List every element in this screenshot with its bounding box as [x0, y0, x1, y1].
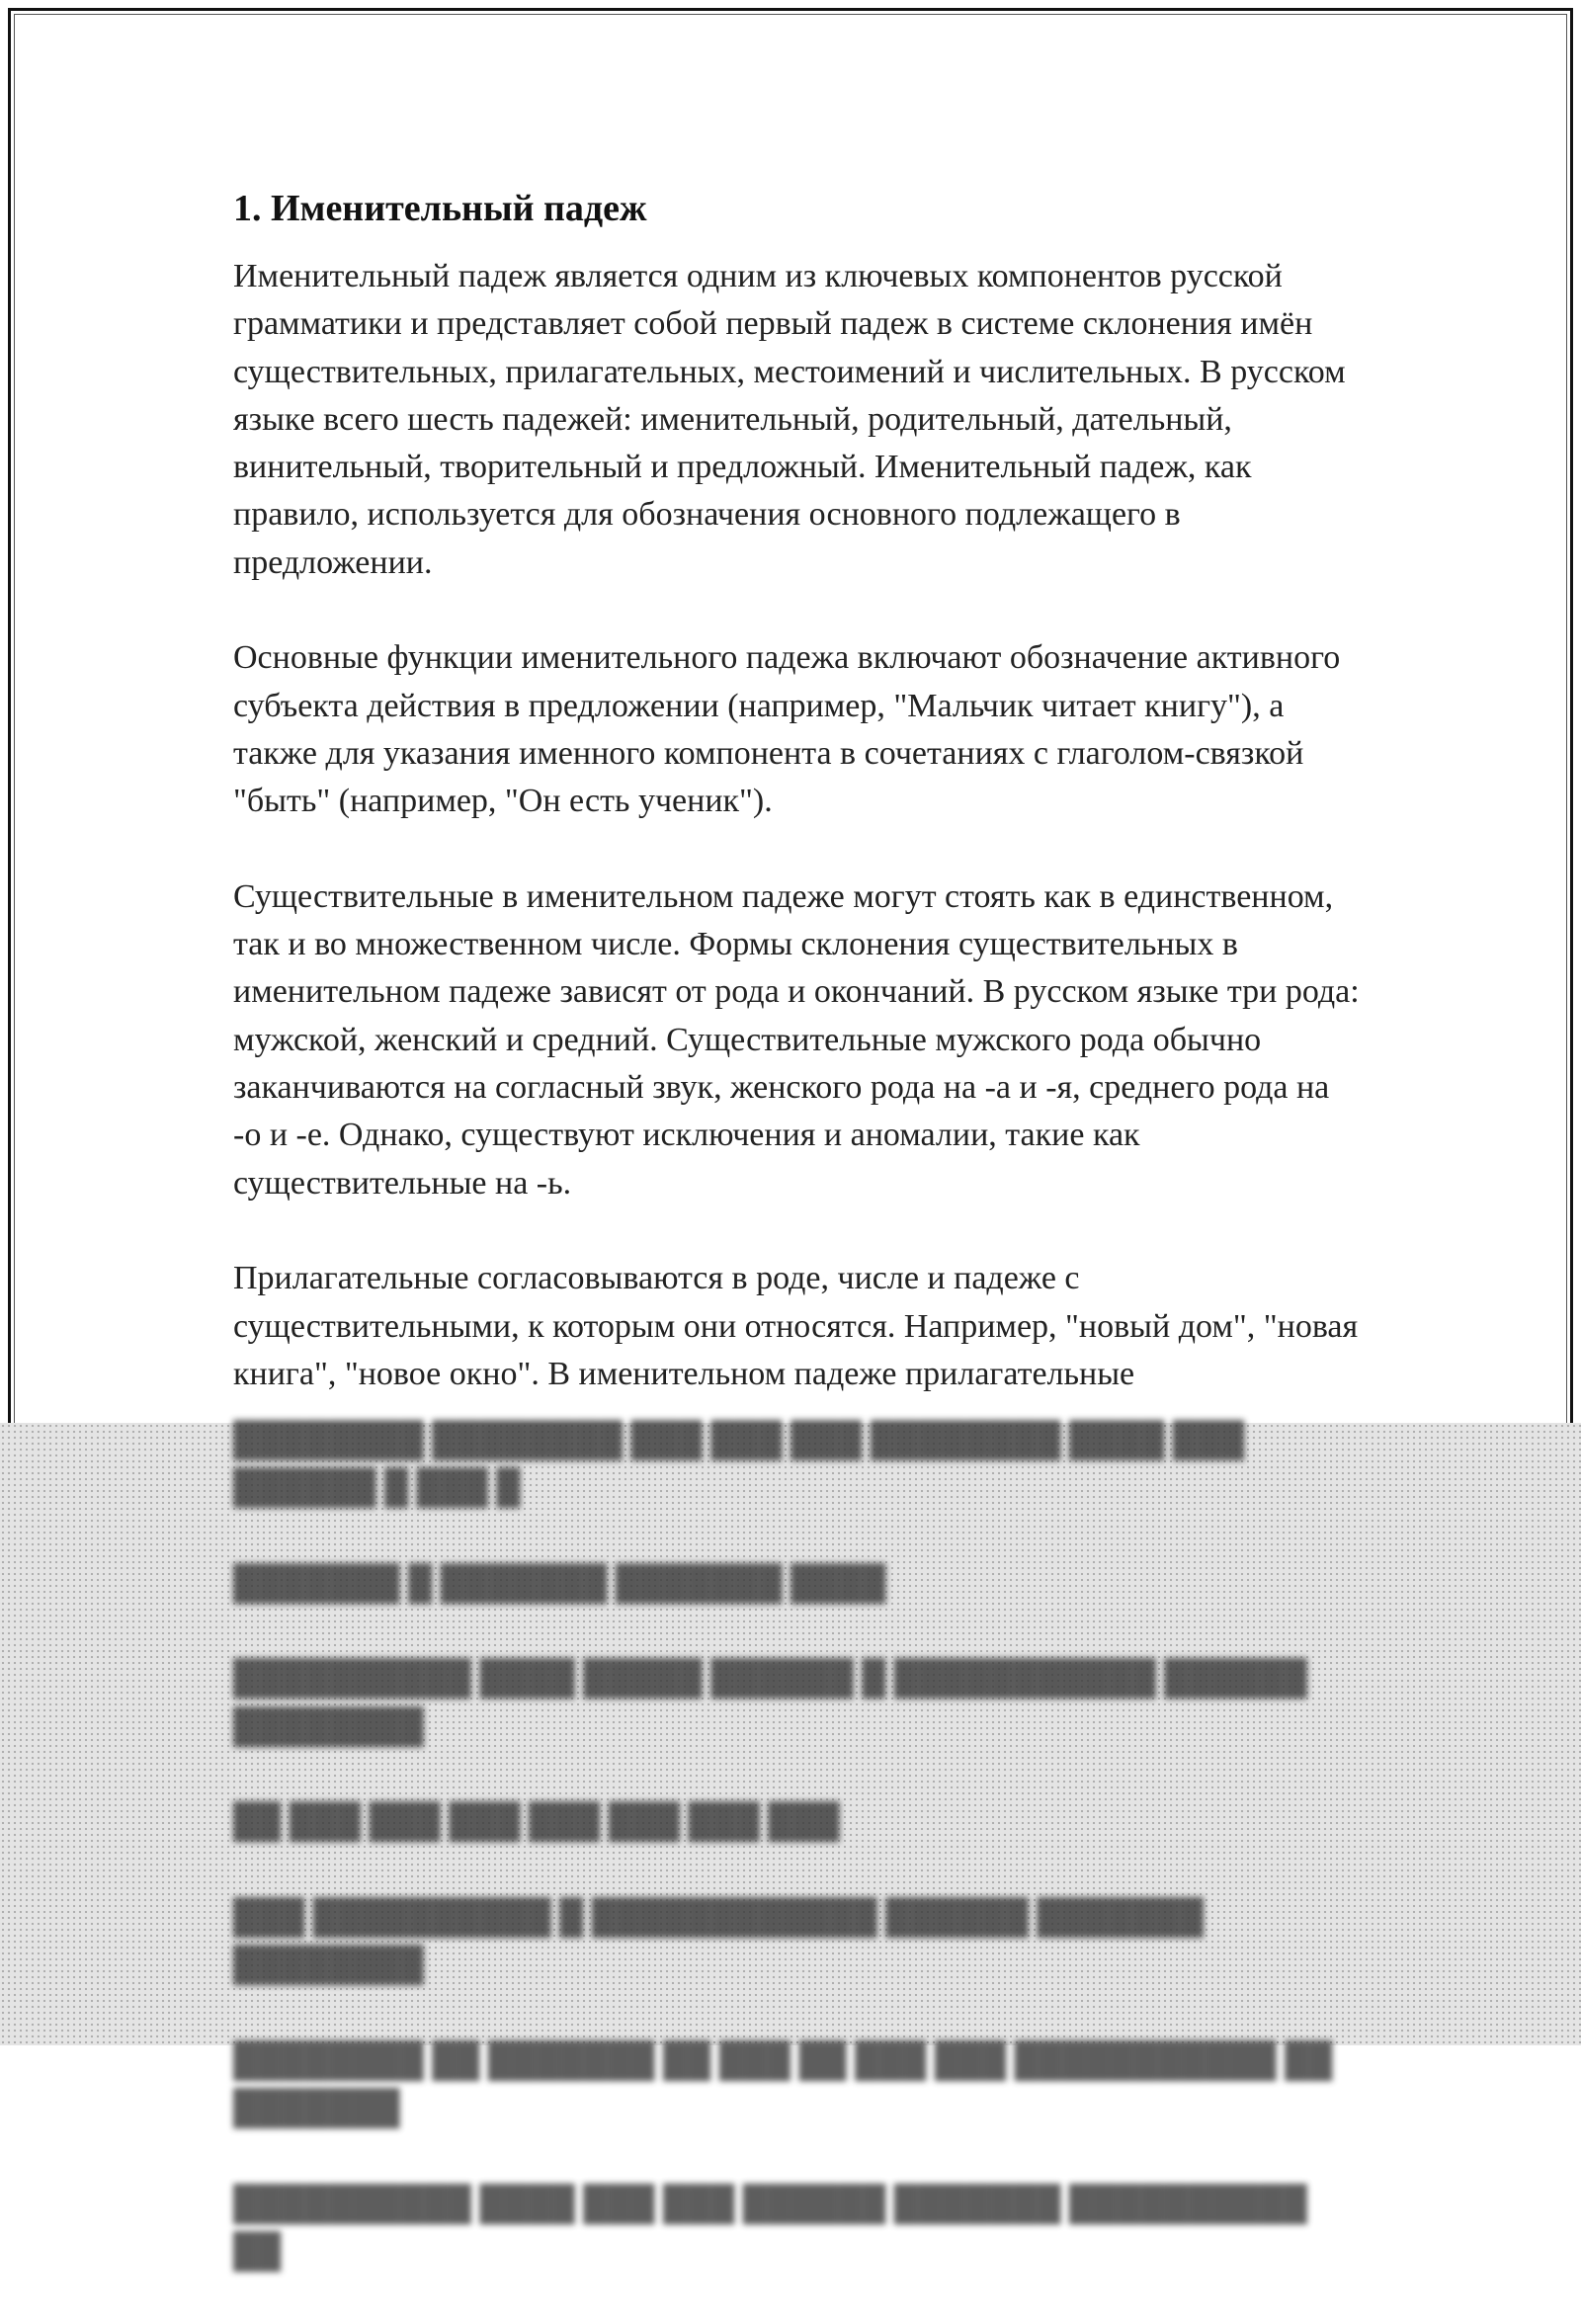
obscured-region — [0, 1422, 1581, 2271]
obscured-line: ████████ ████████ ███ ███ ███ ████████ ████ ███ ██████ █ ███ █ — [233, 1422, 1245, 1507]
obscured-line: ██████████ ████ ███ ███ ██████ ███████ ██████████ ██ — [233, 2185, 1307, 2271]
section-heading: 1. Именительный падеж — [233, 188, 647, 229]
document-body — [233, 184, 1360, 1446]
obscured-text-block — [233, 1417, 1360, 2324]
paragraph-intro: Именительный падеж является одним из ключевых компонентов русской грамматики и представляет собой первый падеж в системе склонения имён существительных, прилагательных, местоимений и числительных. В русском языке всего шесть падежей: именительный, родительный, дательный, винительный, творительный и предложный. Именительный падеж, как правило, используется для обозначения основного подлежащего в предложении. — [233, 258, 1346, 581]
paragraph-nouns: Существительные в именительном падеже могут стоять как в единственном, так и во множественном числе. Формы склонения существительных в именительном падеже зависят от рода и окончаний. В русском языке три рода: мужской, женский и средний. Существительные мужского рода обычно заканчиваются на согласный звук, женского рода на -а и -я, среднего рода на -о и -е. Однако, существуют исключения и аномалии, такие как существительные на -ь. — [233, 877, 1360, 1202]
obscured-line: ███████ █ ███████ ███████ ████ — [233, 1564, 886, 1602]
paragraph-adjectives: Прилагательные согласовываются в роде, числе и падеже с существительными, к которым они относятся. Например, "новый дом", "новая книга", "новое окно". В именительном падеже прилагательные — [233, 1260, 1359, 1392]
obscured-line: ██████████ ████ █████ ██████ █ ███████████ ██████ ████████ — [233, 1660, 1307, 1745]
obscured-line: ███ ██████████ █ ████████████ ██████ ███████ ████████ — [233, 1898, 1204, 1984]
paragraph-functions: Основные функции именительного падежа включают обозначение активного субъекта действия в предложении (например, "Мальчик читает книгу"), а также для указания именного компонента в сочетаниях с глаголом-связкой "быть" (например, "Он есть ученик"). — [233, 639, 1341, 820]
obscured-line: ██ ███ ███ ███ ███ ███ ███ ███ — [233, 1803, 840, 1841]
obscured-line: ████████ ██ ███████ ██ ███ ██ ███ ███ ███████████ ██ ███████ — [233, 2041, 1333, 2127]
